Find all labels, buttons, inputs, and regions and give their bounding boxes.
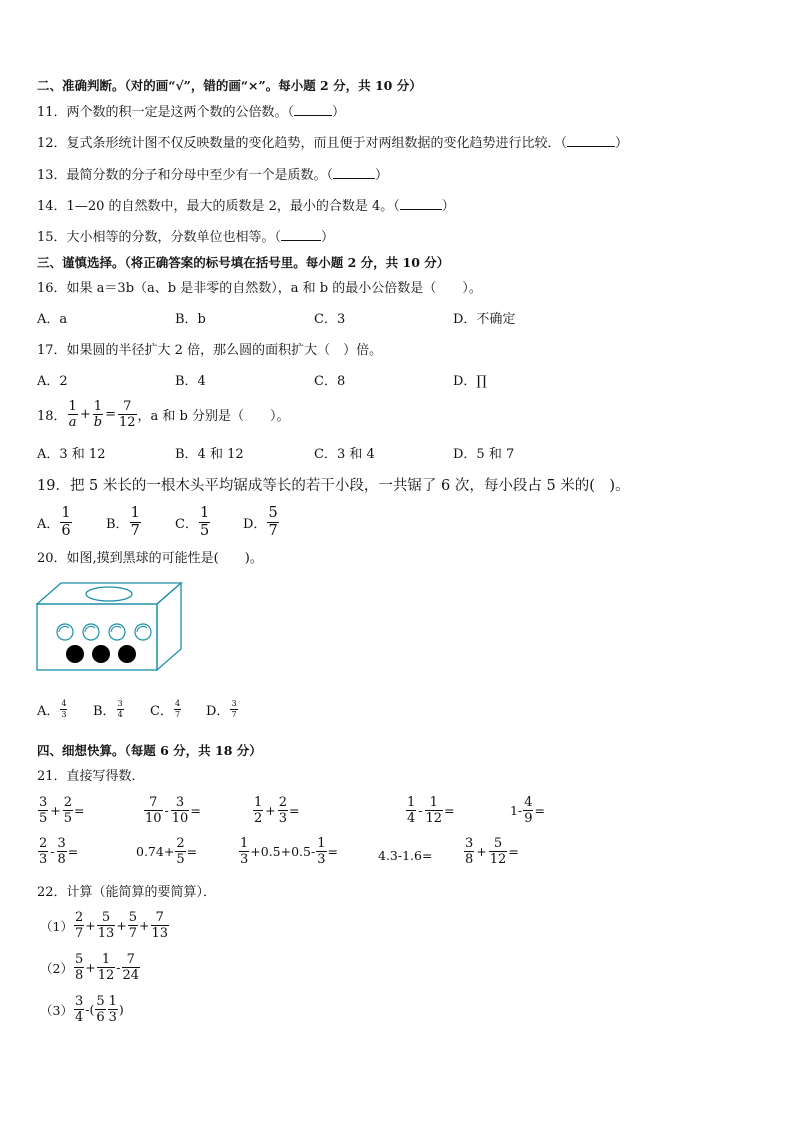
option-a[interactable]: A． $\frac{4}{3}$ bbox=[37, 699, 67, 719]
section-2-title: 二、准确判断。（对的画“√”，错的画“×”。每小题 2 分，共 10 分） bbox=[37, 78, 422, 93]
option-d[interactable]: D．∏ bbox=[453, 374, 487, 389]
question-18: 18． $\frac{1}{a}$ + $\frac{1}{b}$ = $\frac{7}{12}$ ，a 和 b 分别是（ ）。 bbox=[37, 399, 290, 430]
answer-blank[interactable] bbox=[567, 134, 615, 147]
option-d[interactable]: D． $\frac{3}{7}$ bbox=[206, 699, 237, 719]
question-17: 17．如果圆的半径扩大 2 倍，那么圆的面积扩大（ ）倍。 bbox=[37, 343, 383, 358]
option-a[interactable]: A．3 和 12 bbox=[37, 447, 106, 462]
option-c[interactable]: C．3 和 4 bbox=[314, 447, 375, 462]
box-side-face bbox=[157, 583, 181, 670]
option-b[interactable]: B． $\frac{1}{7}$ bbox=[106, 505, 140, 539]
calc-2: （2） $\frac{5}{8}$ + $\frac{1}{12}$ - $\frac{7}{24}$ bbox=[40, 952, 140, 983]
question-20: 20．如图,摸到黑球的可能性是( )。 bbox=[37, 551, 263, 566]
option-c[interactable]: C．3 bbox=[314, 312, 346, 327]
answer-blank[interactable] bbox=[281, 228, 321, 241]
question-16: 16．如果 a＝3b（a、b 是非零的自然数），a 和 b 的最小公倍数是（ ）。 bbox=[37, 281, 482, 296]
option-b[interactable]: B．4 bbox=[175, 374, 206, 389]
expression: 0.74+ $\frac{2}{5}$ = bbox=[136, 836, 198, 867]
option-c[interactable]: C． $\frac{4}{7}$ bbox=[150, 699, 181, 719]
expression: $\frac{1}{2}$ + $\frac{2}{3}$ = bbox=[254, 795, 300, 826]
section-4-title: 四、细想快算。（每题 6 分，共 18 分） bbox=[37, 743, 262, 758]
question-15: 15．大小相等的分数，分数单位也相等。（ ） bbox=[37, 230, 335, 245]
question-11: 11．两个数的积一定是这两个数的公倍数。（ ） bbox=[37, 105, 346, 120]
expression: 1- $\frac{4}{9}$ = bbox=[510, 795, 545, 826]
option-d[interactable]: D． $\frac{5}{7}$ bbox=[243, 505, 278, 539]
option-c[interactable]: C． $\frac{1}{5}$ bbox=[175, 505, 210, 539]
expression: $\frac{1}{3}$ +0.5+0.5- $\frac{1}{3}$ = bbox=[240, 836, 338, 867]
question-19: 19．把 5 米长的一根木头平均锯成等长的若干小段，一共锯了 6 次，每小段占 5 米的( )。 bbox=[37, 478, 630, 494]
option-b[interactable]: B．4 和 12 bbox=[175, 447, 244, 462]
option-a[interactable]: A．2 bbox=[37, 374, 68, 389]
option-a[interactable]: A．a bbox=[37, 312, 68, 327]
option-a[interactable]: A． $\frac{1}{6}$ bbox=[37, 505, 71, 539]
box-opening bbox=[86, 587, 132, 601]
question-13: 13．最简分数的分子和分母中至少有一个是质数。（ ） bbox=[37, 168, 389, 183]
ball-box-figure bbox=[36, 580, 184, 672]
option-b[interactable]: B． $\frac{3}{4}$ bbox=[93, 699, 123, 719]
section-3-title: 三、谨慎选择。（将正确答案的标号填在括号里。每小题 2 分，共 10 分） bbox=[37, 255, 450, 270]
fraction: $\frac{1}{b}$ bbox=[93, 399, 103, 430]
fraction: $\frac{7}{12}$ bbox=[118, 399, 136, 430]
option-d[interactable]: D．5 和 7 bbox=[453, 447, 515, 462]
expression: 4.3-1.6= bbox=[378, 848, 433, 863]
fraction: $\frac{1}{a}$ bbox=[68, 399, 77, 430]
expression: $\frac{7}{10}$ - $\frac{3}{10}$ = bbox=[145, 795, 201, 826]
option-c[interactable]: C．8 bbox=[314, 374, 346, 389]
question-12: 12．复式条形统计图不仅反映数量的变化趋势，而且便于对两组数据的变化趋势进行比较．（ ） bbox=[37, 136, 629, 151]
calc-1: （1） $\frac{2}{7}$ + $\frac{5}{13}$ + $\frac{5}{7}$ + $\frac{7}{13}$ bbox=[40, 910, 169, 941]
option-b[interactable]: B．b bbox=[175, 312, 206, 327]
option-d[interactable]: D．不确定 bbox=[453, 312, 516, 327]
expression: $\frac{2}{3}$ - $\frac{3}{8}$ = bbox=[39, 836, 79, 867]
answer-blank[interactable] bbox=[333, 166, 375, 179]
black-balls bbox=[66, 645, 136, 663]
white-balls bbox=[57, 624, 151, 640]
answer-blank[interactable] bbox=[400, 197, 442, 210]
expression: $\frac{3}{5}$ + $\frac{2}{5}$ = bbox=[39, 795, 85, 826]
question-22: 22．计算（能简算的要简算）． bbox=[37, 885, 217, 900]
expression: $\frac{1}{4}$ - $\frac{1}{12}$ = bbox=[407, 795, 455, 826]
expression: $\frac{3}{8}$ + $\frac{5}{12}$ = bbox=[465, 836, 519, 867]
calc-3: （3） $\frac{3}{4}$ -( $\frac{5}{6}$ $\frac{1}{3}$ ) bbox=[40, 994, 124, 1025]
answer-blank[interactable] bbox=[294, 103, 332, 116]
question-14: 14．1—20 的自然数中，最大的质数是 2，最小的合数是 4。（ ） bbox=[37, 199, 455, 214]
question-21: 21．直接写得数． bbox=[37, 769, 145, 784]
